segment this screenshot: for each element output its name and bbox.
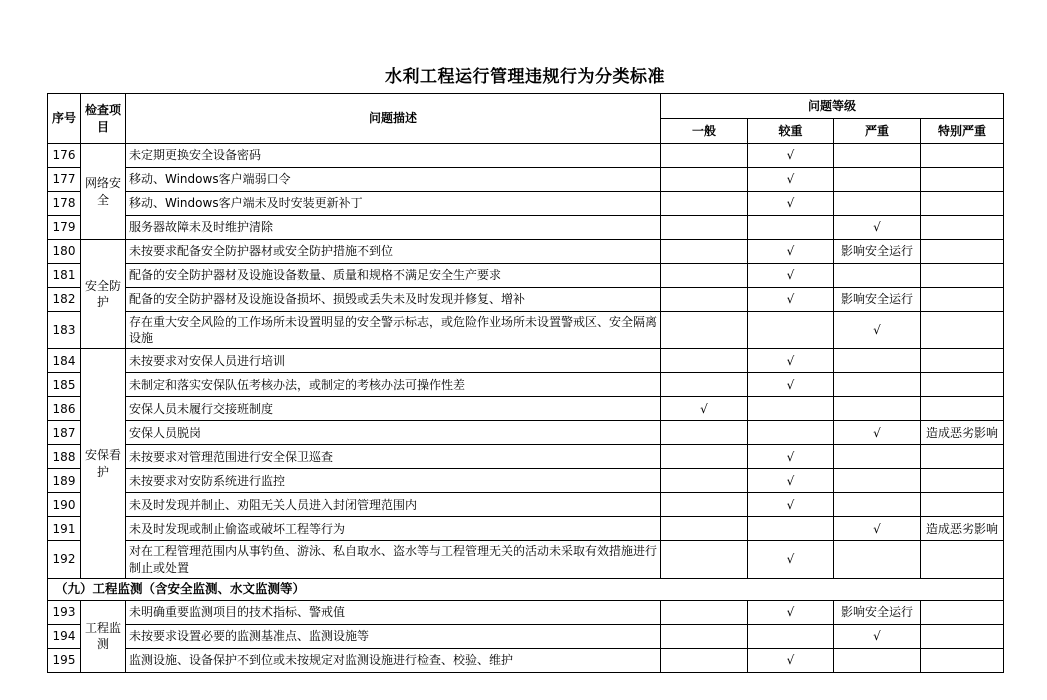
level-cell-moderate: √ <box>748 168 834 192</box>
level-cell-general <box>661 168 748 192</box>
description-cell: 安保人员未履行交接班制度 <box>126 397 661 421</box>
table-row <box>48 349 1004 373</box>
row-number-cell: 187 <box>48 421 81 445</box>
category-cell: 安保看护 <box>81 349 126 578</box>
description-cell: 配备的安全防护器材及设施设备数量、质量和规格不满足安全生产要求 <box>126 264 661 288</box>
section-row <box>48 578 1004 600</box>
table-row <box>48 493 1004 517</box>
description-cell: 服务器故障未及时维护清除 <box>126 216 661 240</box>
description-cell: 安保人员脱岗 <box>126 421 661 445</box>
level-cell-moderate: √ <box>748 240 834 264</box>
level-cell-general: √ <box>661 397 748 421</box>
level-cell-critical <box>921 600 1004 624</box>
level-cell-severe: 影响安全运行 <box>834 288 921 312</box>
level-cell-critical <box>921 264 1004 288</box>
level-cell-severe <box>834 349 921 373</box>
row-number-cell: 184 <box>48 349 81 373</box>
row-number-cell: 176 <box>48 144 81 168</box>
level-cell-moderate: √ <box>748 493 834 517</box>
row-number-cell: 177 <box>48 168 81 192</box>
level-cell-general <box>661 264 748 288</box>
level-cell-severe <box>834 144 921 168</box>
level-cell-general <box>661 600 748 624</box>
description-cell: 监测设施、设备保护不到位或未按规定对监测设施进行检查、校验、维护 <box>126 648 661 672</box>
level-cell-general <box>661 624 748 648</box>
level-cell-general <box>661 445 748 469</box>
header-level-general: 一般 <box>661 119 748 144</box>
level-cell-severe <box>834 445 921 469</box>
level-cell-general <box>661 240 748 264</box>
level-cell-critical <box>921 168 1004 192</box>
level-cell-general <box>661 421 748 445</box>
level-cell-critical <box>921 216 1004 240</box>
level-cell-general <box>661 517 748 541</box>
level-cell-general <box>661 349 748 373</box>
row-number-cell: 186 <box>48 397 81 421</box>
row-number-cell: 194 <box>48 624 81 648</box>
table-row <box>48 264 1004 288</box>
header-description: 问题描述 <box>126 94 661 144</box>
table-row <box>48 312 1004 349</box>
level-cell-moderate: √ <box>748 469 834 493</box>
level-cell-moderate <box>748 421 834 445</box>
level-cell-moderate: √ <box>748 288 834 312</box>
level-cell-critical <box>921 397 1004 421</box>
level-cell-critical <box>921 349 1004 373</box>
level-cell-severe <box>834 192 921 216</box>
level-cell-moderate: √ <box>748 144 834 168</box>
row-number-cell: 182 <box>48 288 81 312</box>
level-cell-critical <box>921 288 1004 312</box>
level-cell-moderate <box>748 624 834 648</box>
level-cell-severe <box>834 373 921 397</box>
document-page <box>0 62 1047 700</box>
table-header <box>48 94 1004 144</box>
level-cell-general <box>661 312 748 349</box>
description-cell: 未按要求配备安全防护器材或安全防护措施不到位 <box>126 240 661 264</box>
category-cell: 安全防护 <box>81 240 126 349</box>
level-cell-moderate: √ <box>748 445 834 469</box>
section-header: （九）工程监测（含安全监测、水文监测等） <box>48 578 1004 600</box>
level-cell-critical <box>921 541 1004 578</box>
row-number-cell: 179 <box>48 216 81 240</box>
table-row <box>48 192 1004 216</box>
level-cell-critical <box>921 469 1004 493</box>
table-row <box>48 517 1004 541</box>
row-number-cell: 189 <box>48 469 81 493</box>
description-cell: 未按要求设置必要的监测基准点、监测设施等 <box>126 624 661 648</box>
level-cell-moderate: √ <box>748 349 834 373</box>
level-cell-severe <box>834 264 921 288</box>
table-row <box>48 373 1004 397</box>
level-cell-general <box>661 373 748 397</box>
header-level-critical: 特别严重 <box>921 119 1004 144</box>
level-cell-severe <box>834 541 921 578</box>
level-cell-severe: √ <box>834 421 921 445</box>
level-cell-general <box>661 216 748 240</box>
level-cell-general <box>661 648 748 672</box>
description-cell: 未按要求对安保人员进行培训 <box>126 349 661 373</box>
level-cell-moderate: √ <box>748 192 834 216</box>
table-row <box>48 421 1004 445</box>
table-row <box>48 168 1004 192</box>
level-cell-general <box>661 192 748 216</box>
table-row <box>48 624 1004 648</box>
level-cell-moderate: √ <box>748 264 834 288</box>
level-cell-moderate <box>748 517 834 541</box>
level-cell-severe: √ <box>834 517 921 541</box>
level-cell-severe: √ <box>834 624 921 648</box>
description-cell: 未按要求对安防系统进行监控 <box>126 469 661 493</box>
level-cell-moderate: √ <box>748 648 834 672</box>
level-cell-critical <box>921 624 1004 648</box>
header-no: 序号 <box>48 94 81 144</box>
page-title: 水利工程运行管理违规行为分类标准 <box>385 67 665 87</box>
header-level-moderate: 较重 <box>748 119 834 144</box>
level-cell-moderate: √ <box>748 541 834 578</box>
table-row <box>48 288 1004 312</box>
level-cell-severe: √ <box>834 312 921 349</box>
level-cell-moderate: √ <box>748 600 834 624</box>
table-row <box>48 469 1004 493</box>
level-cell-moderate <box>748 397 834 421</box>
level-cell-severe <box>834 648 921 672</box>
table-row <box>48 445 1004 469</box>
row-number-cell: 192 <box>48 541 81 578</box>
level-cell-severe: √ <box>834 216 921 240</box>
category-cell: 网络安全 <box>81 144 126 240</box>
level-cell-general <box>661 541 748 578</box>
row-number-cell: 185 <box>48 373 81 397</box>
row-number-cell: 180 <box>48 240 81 264</box>
description-cell: 移动、Windows客户端未及时安装更新补丁 <box>126 192 661 216</box>
row-number-cell: 178 <box>48 192 81 216</box>
description-cell: 未明确重要监测项目的技术指标、警戒值 <box>126 600 661 624</box>
description-cell: 未定期更换安全设备密码 <box>126 144 661 168</box>
level-cell-critical <box>921 312 1004 349</box>
level-cell-severe <box>834 397 921 421</box>
level-cell-severe: 影响安全运行 <box>834 240 921 264</box>
table-row <box>48 144 1004 168</box>
level-cell-moderate <box>748 312 834 349</box>
level-cell-severe <box>834 493 921 517</box>
table-row <box>48 648 1004 672</box>
table-row <box>48 216 1004 240</box>
header-level-severe: 严重 <box>834 119 921 144</box>
level-cell-critical: 造成恶劣影响 <box>921 517 1004 541</box>
description-cell: 配备的安全防护器材及设施设备损坏、损毁或丢失未及时发现并修复、增补 <box>126 288 661 312</box>
row-number-cell: 183 <box>48 312 81 349</box>
category-cell: 工程监测 <box>81 600 126 672</box>
level-cell-critical <box>921 373 1004 397</box>
header-level-group: 问题等级 <box>661 94 1004 119</box>
level-cell-severe <box>834 168 921 192</box>
level-cell-critical <box>921 144 1004 168</box>
row-number-cell: 193 <box>48 600 81 624</box>
table-row <box>48 240 1004 264</box>
description-cell: 未及时发现并制止、劝阻无关人员进入封闭管理范围内 <box>126 493 661 517</box>
table-row <box>48 600 1004 624</box>
level-cell-critical <box>921 648 1004 672</box>
level-cell-moderate <box>748 216 834 240</box>
level-cell-severe <box>834 469 921 493</box>
row-number-cell: 181 <box>48 264 81 288</box>
table-row <box>48 397 1004 421</box>
row-number-cell: 190 <box>48 493 81 517</box>
level-cell-moderate: √ <box>748 373 834 397</box>
description-cell: 未制定和落实安保队伍考核办法，或制定的考核办法可操作性差 <box>126 373 661 397</box>
level-cell-critical <box>921 493 1004 517</box>
level-cell-critical <box>921 445 1004 469</box>
row-number-cell: 195 <box>48 648 81 672</box>
level-cell-critical: 造成恶劣影响 <box>921 421 1004 445</box>
level-cell-critical <box>921 192 1004 216</box>
level-cell-general <box>661 469 748 493</box>
level-cell-severe: 影响安全运行 <box>834 600 921 624</box>
description-cell: 未按要求对管理范围进行安全保卫巡查 <box>126 445 661 469</box>
level-cell-general <box>661 144 748 168</box>
level-cell-general <box>661 493 748 517</box>
table-body <box>48 144 1004 673</box>
classification-table <box>47 93 1004 673</box>
description-cell: 存在重大安全风险的工作场所未设置明显的安全警示标志，或危险作业场所未设置警戒区、安全隔离设施 <box>126 312 661 349</box>
level-cell-critical <box>921 240 1004 264</box>
header-item: 检查项目 <box>81 94 126 144</box>
description-cell: 对在工程管理范围内从事钓鱼、游泳、私自取水、盗水等与工程管理无关的活动未采取有效措施进行制止或处置 <box>126 541 661 578</box>
row-number-cell: 188 <box>48 445 81 469</box>
description-cell: 移动、Windows客户端弱口令 <box>126 168 661 192</box>
level-cell-general <box>661 288 748 312</box>
row-number-cell: 191 <box>48 517 81 541</box>
table-row <box>48 541 1004 578</box>
description-cell: 未及时发现或制止偷盗或破坏工程等行为 <box>126 517 661 541</box>
